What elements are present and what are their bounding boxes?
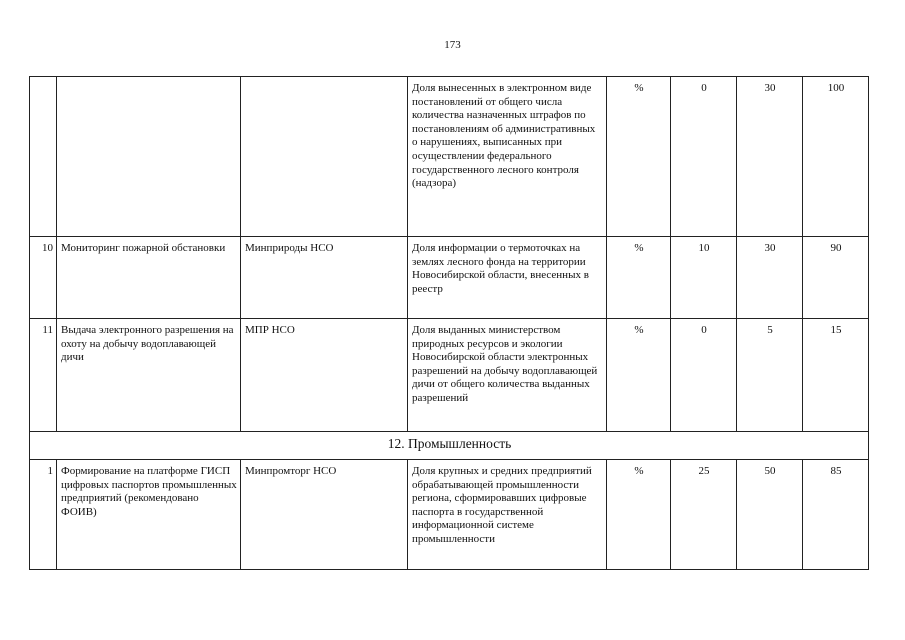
unit-cell: % xyxy=(607,237,671,319)
value-cell-3: 100 xyxy=(803,77,869,237)
value-cell-2: 5 xyxy=(737,319,803,432)
value-cell-3: 90 xyxy=(803,237,869,319)
indicator-cell: Доля информации о термоточках на землях лесного фонда на территории Новосибирской области, внесенных в реестр xyxy=(408,237,607,319)
responsible-cell: МПР НСО xyxy=(241,319,408,432)
indicator-cell: Доля крупных и средних предприятий обрабатывающей промышленности региона, сформировавших цифровые паспорта в государственной информационной системе промышленности xyxy=(408,460,607,570)
measure-name-cell: Выдача электронного разрешения на охоту на добычу водоплавающей дичи xyxy=(57,319,241,432)
row-number-cell: 1 xyxy=(30,460,57,570)
value-cell-1: 0 xyxy=(671,77,737,237)
unit-cell: % xyxy=(607,319,671,432)
responsible-cell: Минпромторг НСО xyxy=(241,460,408,570)
table-row xyxy=(30,237,869,319)
value-cell-1: 25 xyxy=(671,460,737,570)
unit-cell: % xyxy=(607,460,671,570)
section-title: 12. Промышленность xyxy=(30,432,869,460)
row-number-cell: 11 xyxy=(30,319,57,432)
responsible-cell: Минприроды НСО xyxy=(241,237,408,319)
value-cell-3: 15 xyxy=(803,319,869,432)
value-cell-1: 10 xyxy=(671,237,737,319)
indicator-cell: Доля вынесенных в электронном виде постановлений от общего числа количества назначенных штрафов по постановлениям об административных о нарушениях, выписанных при осуществлении федерального государственного лесного контроля (надзора) xyxy=(408,77,607,237)
row-number-cell xyxy=(30,77,57,237)
measure-name-cell: Мониторинг пожарной обстановки xyxy=(57,237,241,319)
page-number: 173 xyxy=(444,39,461,51)
value-cell-3: 85 xyxy=(803,460,869,570)
table-row xyxy=(30,319,869,432)
row-number-cell: 10 xyxy=(30,237,57,319)
measure-name-cell: Формирование на платформе ГИСП цифровых паспортов промышленных предприятий (рекомендовано ФОИВ) xyxy=(57,460,241,570)
value-cell-1: 0 xyxy=(671,319,737,432)
table-row xyxy=(30,460,869,570)
indicator-cell: Доля выданных министерством природных ресурсов и экологии Новосибирской области электронных разрешений на добычу водоплавающей дичи от общего количества выданных разрешений xyxy=(408,319,607,432)
unit-cell: % xyxy=(607,77,671,237)
section-header-row xyxy=(30,432,869,460)
indicators-table xyxy=(29,76,869,570)
measure-name-cell xyxy=(57,77,241,237)
value-cell-2: 50 xyxy=(737,460,803,570)
value-cell-2: 30 xyxy=(737,77,803,237)
table-row xyxy=(30,77,869,237)
value-cell-2: 30 xyxy=(737,237,803,319)
responsible-cell xyxy=(241,77,408,237)
